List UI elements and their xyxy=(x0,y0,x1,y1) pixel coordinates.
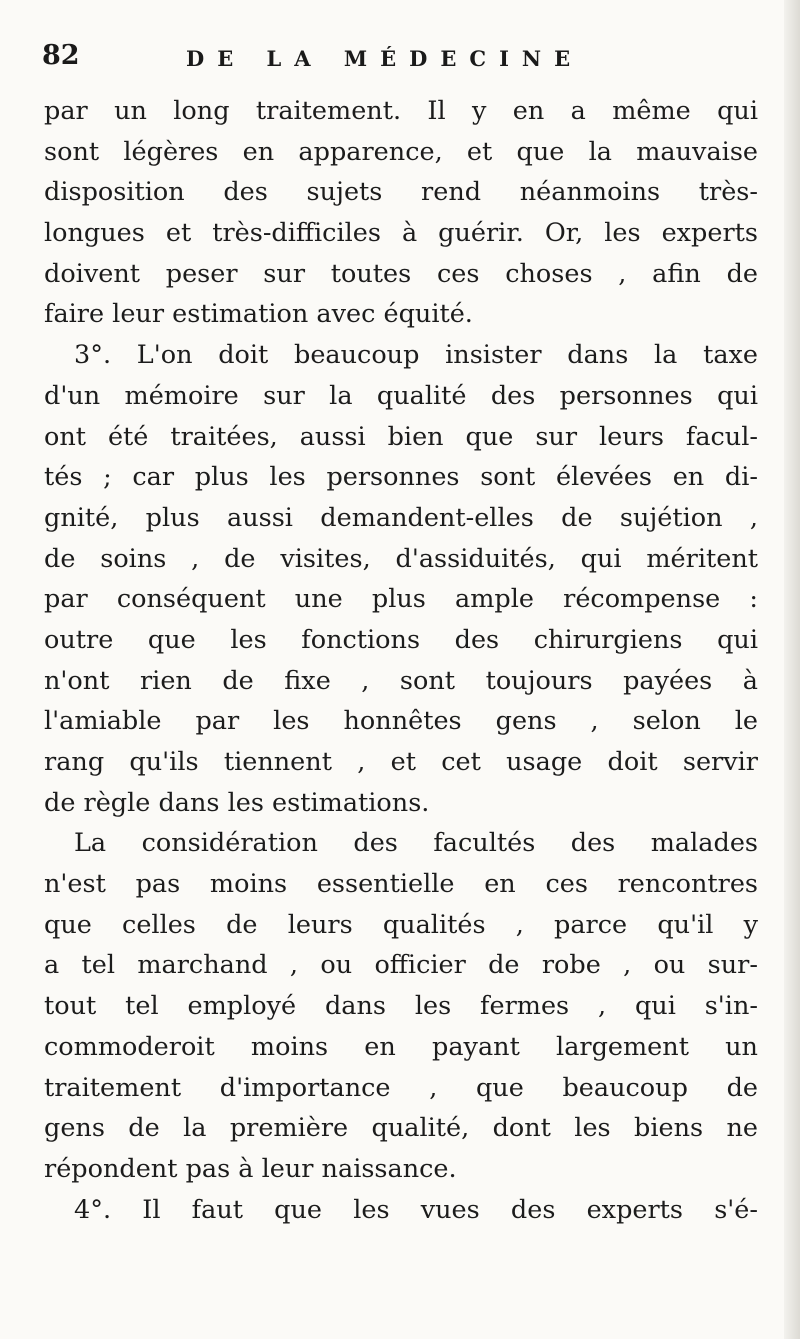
text-line: de soins , de visites, d'assiduités, qui méritent xyxy=(44,543,758,574)
text-line: de règle dans les estimations. xyxy=(44,787,430,818)
text-line: 4°. Il faut que les vues des experts s'é- xyxy=(74,1194,758,1225)
text-line: tout tel employé dans les fermes , qui s'in- xyxy=(44,991,758,1022)
text-line: gens de la première qualité, dont les biens ne xyxy=(44,1113,758,1144)
running-title: DE LA MÉDECINE xyxy=(186,46,584,71)
text-line: l'amiable par les honnêtes gens , selon le xyxy=(44,706,758,737)
text-line: sont légères en apparence, et que la mauvaise xyxy=(44,136,758,167)
page-number: 82 xyxy=(42,40,80,71)
text-line: doivent peser sur toutes ces choses , afin de xyxy=(44,258,758,289)
text-line: La considération des facultés des malades xyxy=(74,828,758,859)
text-line: par un long traitement. Il y en a même qui xyxy=(44,96,758,126)
text-line: 3°. L'on doit beaucoup insister dans la taxe xyxy=(74,340,758,371)
text-line: d'un mémoire sur la qualité des personnes qui xyxy=(44,380,758,411)
text-line: a tel marchand , ou officier de robe , ou sur- xyxy=(44,950,758,981)
text-line: rang qu'ils tiennent , et cet usage doit servir xyxy=(44,747,758,777)
text-line: longues et très-difficiles à guérir. Or, les experts xyxy=(44,218,758,249)
text-line: commoderoit moins en payant largement un xyxy=(44,1031,758,1062)
body-text xyxy=(44,91,758,1230)
page-edge-shadow xyxy=(784,0,800,1339)
text-line: par conséquent une plus ample récompense : xyxy=(44,584,758,615)
text-line: gnité, plus aussi demandent-elles de sujétion , xyxy=(44,502,758,533)
page-header xyxy=(38,40,758,80)
text-line: ont été traitées, aussi bien que sur leurs facul- xyxy=(44,421,758,452)
text-line: n'est pas moins essentielle en ces rencontres xyxy=(44,869,758,900)
text-line: n'ont rien de fixe , sont toujours payées à xyxy=(44,665,758,696)
text-line: outre que les fonctions des chirurgiens qui xyxy=(44,624,758,655)
text-line: répondent pas à leur naissance. xyxy=(44,1153,457,1184)
text-line: disposition des sujets rend néanmoins très- xyxy=(44,177,758,208)
text-line: tés ; car plus les personnes sont élevées en di- xyxy=(44,462,758,493)
text-line: traitement d'importance , que beaucoup de xyxy=(44,1072,758,1103)
text-line: faire leur estimation avec équité. xyxy=(44,299,473,330)
text-line: que celles de leurs qualités , parce qu'il y xyxy=(44,909,758,940)
